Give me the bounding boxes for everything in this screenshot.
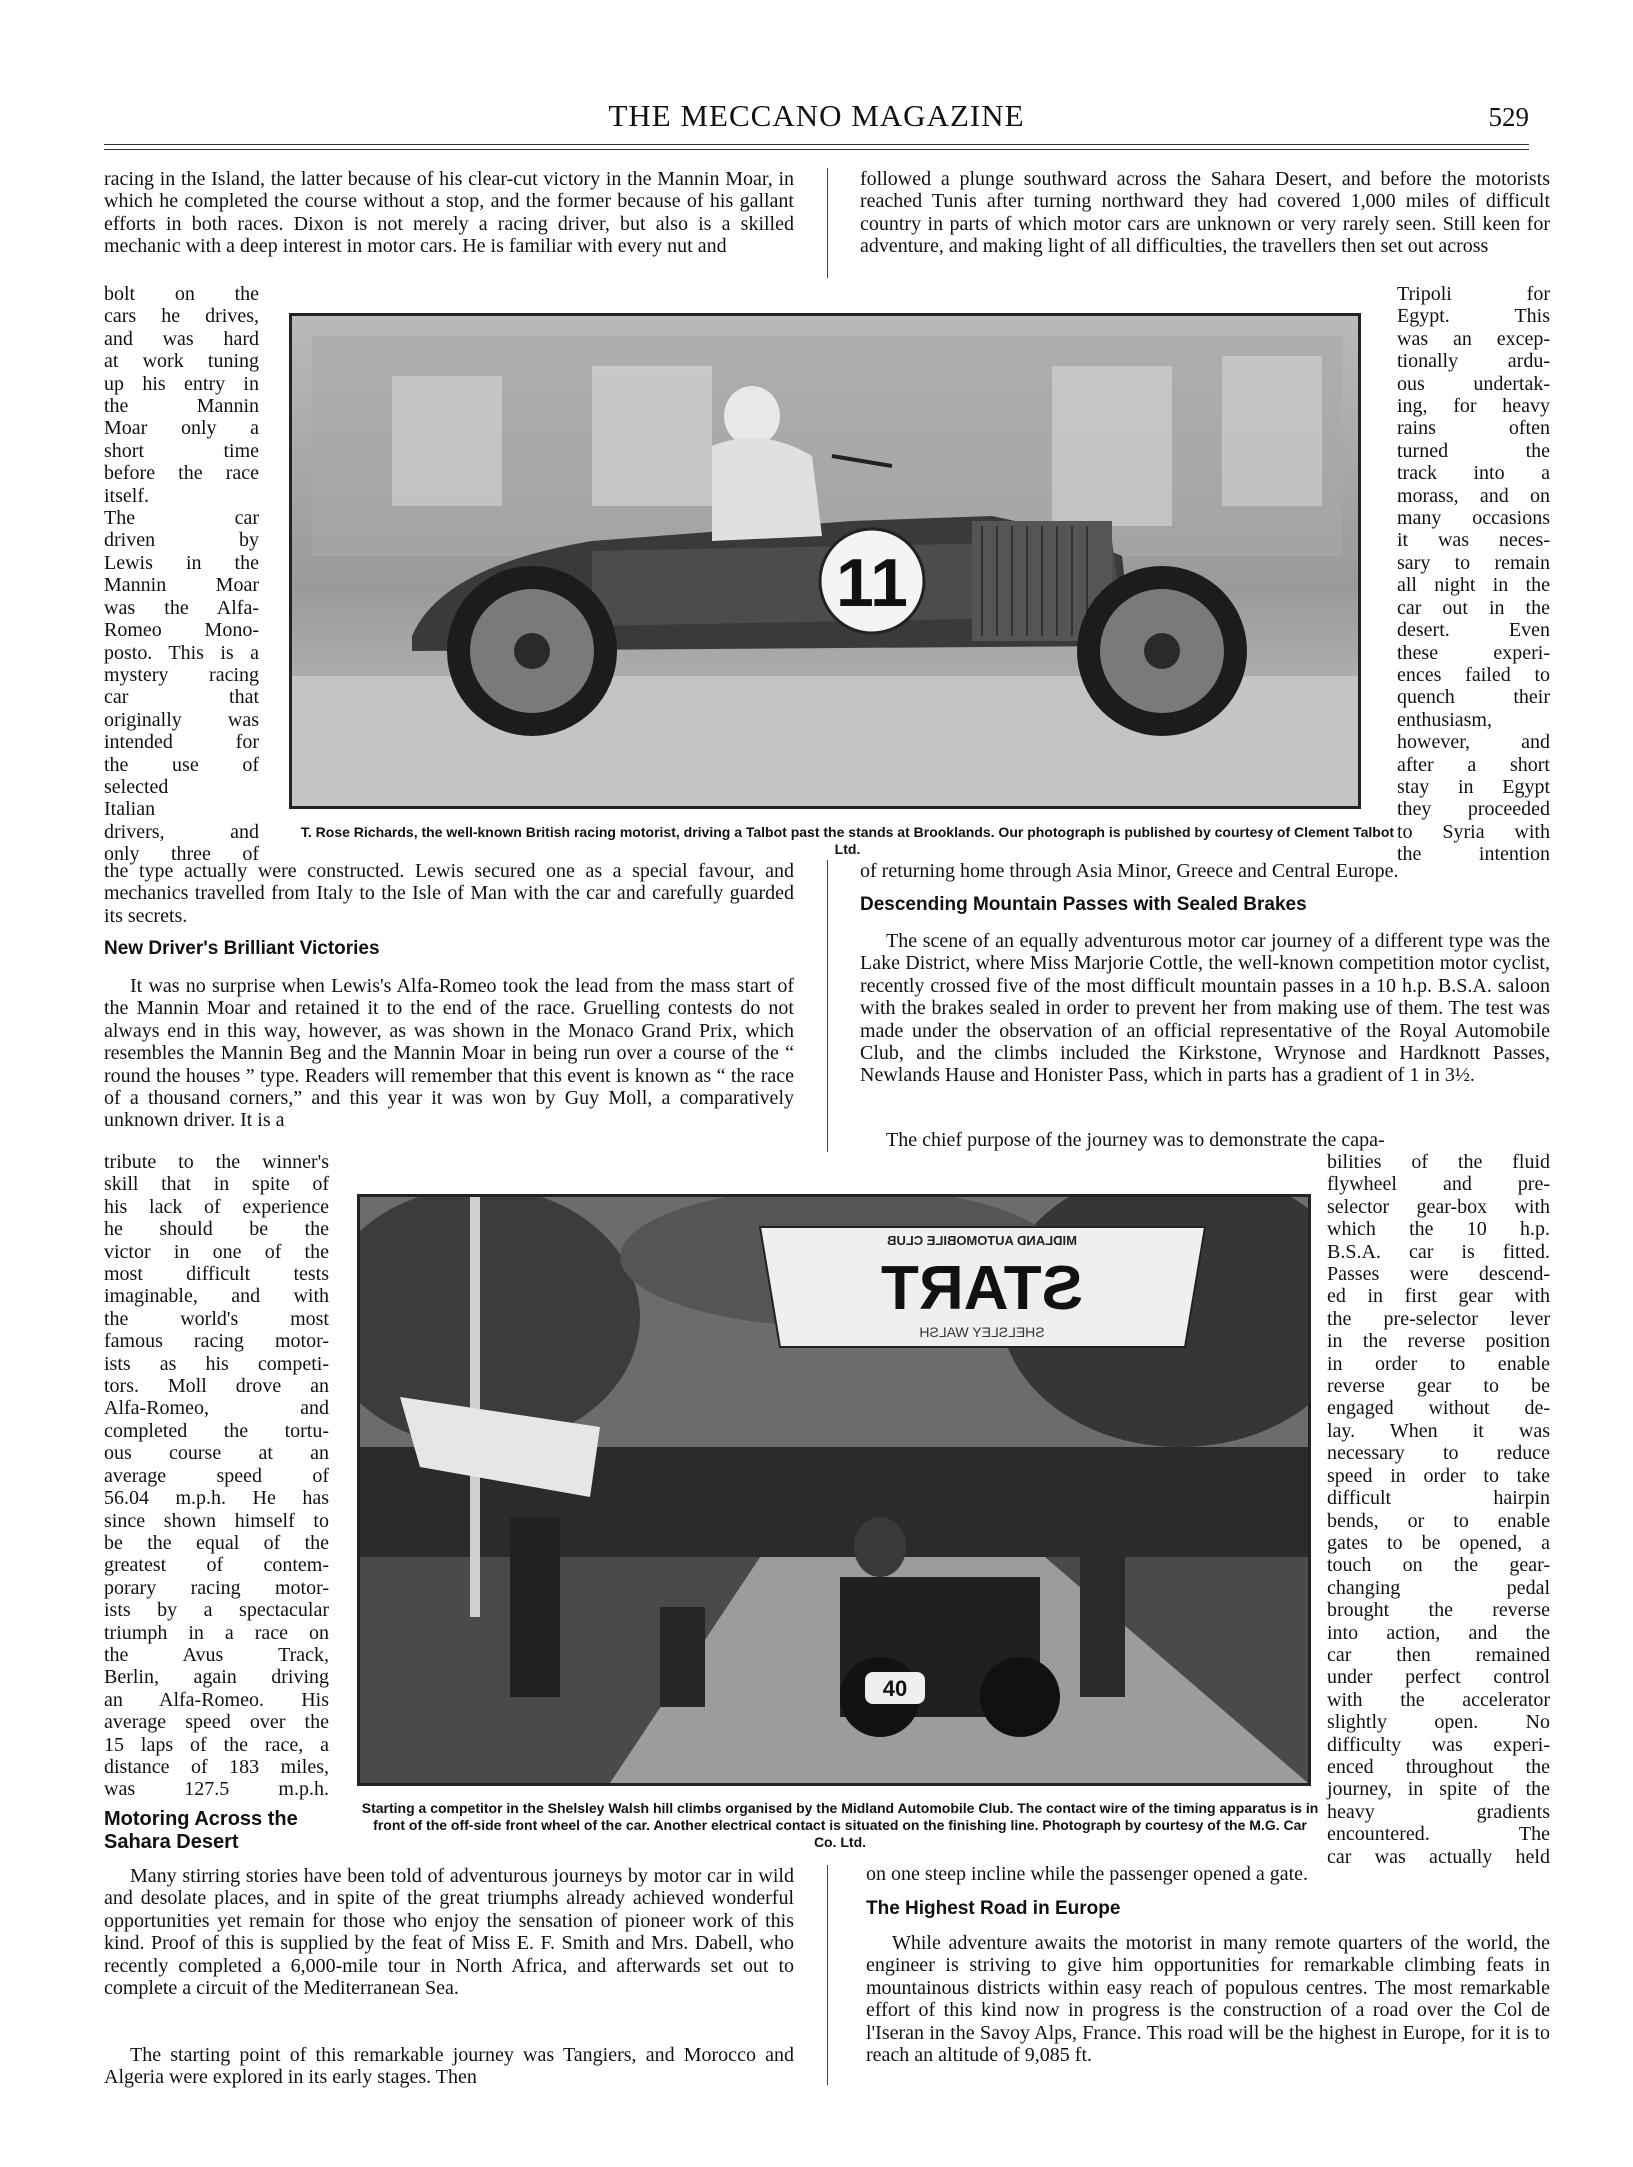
text-line: selector gear-box with	[1327, 1195, 1550, 1218]
photo1-caption: T. Rose Richards, the well-known British racing motorist, driving a Talbot past the stands at Brooklands. Our photograph is published by courtesy of Clement Talbot Ltd.	[300, 824, 1395, 857]
text-line: imaginable, and with	[104, 1285, 329, 1308]
text-line: many occasions	[1397, 507, 1550, 530]
column-divider	[827, 1865, 828, 2085]
text-line: the use of	[104, 753, 259, 776]
heading-mountain-passes: Descending Mountain Passes with Sealed Brakes	[860, 894, 1307, 915]
text-line: enthusiasm,	[1397, 708, 1492, 731]
text-line: these experi-	[1397, 641, 1550, 664]
text-line: only three of	[104, 843, 259, 866]
col2-wrap-text	[1397, 283, 1550, 866]
text-line: tribute to the winner's	[104, 1151, 329, 1173]
text-line: posto. This is a	[104, 641, 259, 664]
text-line: originally was	[104, 708, 259, 731]
col1-wrap-text	[104, 283, 259, 866]
text-line: skill that in spite of	[104, 1173, 329, 1196]
text-line: journey, in spite of the	[1327, 1778, 1550, 1801]
text-line: porary racing motor-	[104, 1576, 329, 1599]
shelsley-walsh-photo	[357, 1194, 1311, 1786]
header-rule	[104, 144, 1529, 145]
text-line: itself.	[104, 484, 149, 507]
text-line: touch on the gear-	[1327, 1554, 1550, 1577]
text-line: the Avus Track,	[104, 1643, 329, 1666]
sahara-paragraph: Many stirring stories have been told of adventurous journeys by motor car in wild and desolate places, and in spite of the great triumphs already achieved wonderful opportunities yet remain for those who enjoy the sensation of pioneer work of this kind. Proof of this is supplied by the feat of Miss E. F. Smith and Mrs. Dabell, who recently completed a 6,000-mile tour in North Africa, and afterwards set out to complete a circuit of the Mediterranean Sea.	[104, 1865, 794, 2000]
text-line: distance of 183 miles,	[104, 1755, 329, 1778]
text-line: heavy gradients	[1327, 1800, 1550, 1823]
text-line: car then remained	[1327, 1643, 1550, 1666]
text-line: track into a	[1397, 462, 1550, 485]
text-line: car was actually held	[1327, 1845, 1550, 1868]
text-line: victor in one of the	[104, 1240, 329, 1263]
road-paragraph: While adventure awaits the motorist in many remote quarters of the world, the engineer is striving to give him opportunities for remarkable climbing feats in mountainous districts within easy reach of populous centres. The most remarkable effort of this kind now in progress is the construction of a road over the Col de l'Iseran in the Savoy Alps, France. This road will be the highest in Europe, for it is to reach an altitude of 9,085 ft.	[866, 1932, 1550, 2067]
text-line: necessary to reduce	[1327, 1442, 1550, 1465]
passes-paragraph: The scene of an equally adventurous motor car journey of a different type was the Lake District, where Miss Marjorie Cottle, the well-known competition motor cyclist, recently crossed five of the most difficult mountain passes in a 10 h.p. B.S.A. saloon with the brakes sealed in order to prevent her from making use of them. The test was made under the observation of an official representative of the Royal Automobile Club, and the climbs included the Kirkstone, Wrynose and Hardknott Passes, Newlands Hause and Honister Pass, which in parts has a gradient of 1 in 3½.	[860, 930, 1550, 1087]
text-line: an Alfa-Romeo. His	[104, 1688, 329, 1711]
text-line: his lack of experience	[104, 1195, 329, 1218]
text-line: average speed of	[104, 1464, 329, 1487]
text-line: short time	[104, 439, 259, 462]
text-line: engaged without de-	[1327, 1397, 1550, 1420]
text-line: quench their	[1397, 686, 1550, 709]
col1-continuation: the type actually were constructed. Lewis secured one as a special favour, and mechanics travelled from Italy to the Isle of Man with the car and carefully guarded its secrets.	[104, 860, 794, 927]
text-line: stay in Egypt	[1397, 775, 1550, 798]
text-line: ists as his competi-	[104, 1352, 329, 1375]
text-line: bilities of the fluid	[1327, 1151, 1550, 1173]
text-line: cars he drives,	[104, 305, 259, 328]
text-line: was 127.5 m.p.h.	[104, 1778, 329, 1801]
text-line: Romeo Mono-	[104, 619, 259, 642]
text-line: ous course at an	[104, 1442, 329, 1465]
text-line: was an excep-	[1397, 327, 1550, 350]
text-line: bends, or to enable	[1327, 1509, 1550, 1532]
text-line: the pre-selector lever	[1327, 1307, 1550, 1330]
text-line: difficult hairpin	[1327, 1487, 1550, 1510]
text-line: Berlin, again driving	[104, 1666, 329, 1689]
text-line: Tripoli for	[1397, 283, 1550, 305]
passes-paragraph-2: The chief purpose of the journey was to demonstrate the capa-	[886, 1129, 1385, 1151]
text-line: ences failed to	[1397, 663, 1550, 686]
text-line: they proceeded	[1397, 798, 1550, 821]
text-line: up his entry in	[104, 372, 259, 395]
text-line: since shown himself to	[104, 1509, 329, 1532]
text-line: encountered. The	[1327, 1823, 1550, 1846]
text-line: speed in order to take	[1327, 1464, 1550, 1487]
heading-new-driver: New Driver's Brilliant Victories	[104, 938, 380, 959]
text-line: all night in the	[1397, 574, 1550, 597]
text-line: B.S.A. car is fitted.	[1327, 1240, 1550, 1263]
text-line: in the reverse position	[1327, 1330, 1550, 1353]
text-line: however, and	[1397, 731, 1550, 754]
text-line: flywheel and pre-	[1327, 1173, 1550, 1196]
text-line: turned the	[1397, 439, 1550, 462]
photo2-caption: Starting a competitor in the Shelsley Walsh hill climbs organised by the Midland Automobile Club. The contact wire of the timing apparatus is in front of the off-side front wheel of the car. Another electrical contact is situated on the finishing line. Photograph by courtesy of the M.G. Car Co. Ltd.	[361, 1800, 1319, 1850]
text-line: greatest of contem-	[104, 1554, 329, 1577]
text-line: 56.04 m.p.h. He has	[104, 1487, 329, 1510]
text-line: Mannin Moar	[104, 574, 259, 597]
text-line: enced throughout the	[1327, 1755, 1550, 1778]
text-line: under perfect control	[1327, 1666, 1550, 1689]
text-line: difficulty was experi-	[1327, 1733, 1550, 1756]
text-line: ists by a spectacular	[104, 1599, 329, 1622]
text-line: and was hard	[104, 327, 259, 350]
text-line: be the equal of the	[104, 1531, 329, 1554]
sahara-paragraph-2: The starting point of this remarkable journey was Tangiers, and Morocco and Algeria were explored in its early stages. Then	[104, 2044, 794, 2089]
text-line: Italian	[104, 798, 156, 821]
text-line: 15 laps of the race, a	[104, 1733, 329, 1756]
banner-start-text: START	[880, 1254, 1084, 1323]
text-line: to Syria with	[1397, 820, 1550, 843]
heading-sahara: Motoring Across the Sahara Desert	[104, 1808, 298, 1853]
banner-bottom-text: SHELSLEY WALSH	[919, 1324, 1045, 1340]
text-line: the intention	[1397, 843, 1550, 866]
text-line: with the accelerator	[1327, 1688, 1550, 1711]
text-line: car that	[104, 686, 259, 709]
text-line: ed in first gear with	[1327, 1285, 1550, 1308]
text-line: Moar only a	[104, 417, 259, 440]
text-line: drivers, and	[104, 820, 259, 843]
text-line: reverse gear to be	[1327, 1375, 1550, 1398]
text-line: famous racing motor-	[104, 1330, 329, 1353]
text-line: intended for	[104, 731, 259, 754]
col1-wrap-text-2	[104, 1151, 329, 1801]
text-line: ous undertak-	[1397, 372, 1550, 395]
text-line: Passes were descend-	[1327, 1263, 1550, 1286]
text-line: rains often	[1397, 417, 1550, 440]
text-line: Alfa-Romeo, and	[104, 1397, 329, 1420]
column-divider	[827, 860, 828, 1152]
text-line: tors. Moll drove an	[104, 1375, 329, 1398]
text-line: most difficult tests	[104, 1263, 329, 1286]
text-line: The car	[104, 507, 259, 530]
text-line: average speed over the	[104, 1711, 329, 1734]
text-line: before the race	[104, 462, 259, 485]
text-line: the Mannin	[104, 395, 259, 418]
talbot-racing-photo	[289, 313, 1361, 809]
text-line: after a short	[1397, 753, 1550, 776]
text-line: triumph in a race on	[104, 1621, 329, 1644]
column-divider	[827, 168, 828, 278]
col1-opening-paragraph: racing in the Island, the latter because of his clear-cut victory in the Mannin Moar, in which he completed the course without a stop, and the former because of his gallant efforts in both races. Dixon is not merely a racing driver, but also is a skilled mechanic with a deep interest in motor cars. He is familiar with every nut and	[104, 168, 794, 258]
text-line: the world's most	[104, 1307, 329, 1330]
text-line: ing, for heavy	[1397, 395, 1550, 418]
col2-gate-line: on one steep incline while the passenger opened a gate.	[866, 1863, 1309, 1885]
heading-highest-road: The Highest Road in Europe	[866, 1898, 1121, 1919]
text-line: Lewis in the	[104, 551, 259, 574]
victories-paragraph: It was no surprise when Lewis's Alfa-Romeo took the lead from the mass start of the Mannin Moar and retained it to the end of the race. Gruelling contests do not always end in this way, however, as was shown in the Monaco Grand Prix, which resembles the Mannin Beg and the Mannin Moar in being run over a course of the “ round the houses ” type. Readers will remember that this event is known as “ the race of a thousand corners,” and this year it was won by Guy Moll, a comparatively unknown driver. It is a	[104, 975, 794, 1132]
text-line: was the Alfa-	[104, 596, 259, 619]
talbot-car-illustration	[292, 316, 1358, 806]
text-line: bolt on the	[104, 283, 259, 305]
text-line: it was neces-	[1397, 529, 1550, 552]
text-line: he should be the	[104, 1218, 329, 1241]
text-line: sary to remain	[1397, 551, 1550, 574]
text-line: selected	[104, 775, 169, 798]
text-line: Egypt. This	[1397, 305, 1550, 328]
col2-opening-paragraph: followed a plunge southward across the Sahara Desert, and before the motorists reached Tunis after turning northward they had covered 1,000 miles of difficult country in parts of which motor cars are unknown or very rarely seen. Still keen for adventure, and making light of all difficulties, the travellers then set out across	[860, 168, 1550, 258]
col2-continuation: of returning home through Asia Minor, Greece and Central Europe.	[860, 860, 1399, 882]
text-line: driven by	[104, 529, 259, 552]
text-line: morass, and on	[1397, 484, 1550, 507]
text-line: car out in the	[1397, 596, 1550, 619]
col2-wrap-text-2	[1327, 1151, 1550, 1868]
text-line: desert. Even	[1397, 619, 1550, 642]
page-number: 529	[1488, 102, 1529, 132]
text-line: lay. When it was	[1327, 1419, 1550, 1442]
car-number-40: 40	[882, 1676, 908, 1701]
text-line: mystery racing	[104, 663, 259, 686]
car-number-label: 11	[836, 545, 908, 621]
text-line: brought the reverse	[1327, 1599, 1550, 1622]
header-rule-double	[104, 149, 1529, 150]
magazine-title: THE MECCANO MAGAZINE	[608, 98, 1025, 133]
text-line: completed the tortu-	[104, 1419, 329, 1442]
text-line: which the 10 h.p.	[1327, 1218, 1550, 1241]
text-line: at work tuning	[104, 350, 259, 373]
text-line: into action, and the	[1327, 1621, 1550, 1644]
text-line: slightly open. No	[1327, 1711, 1550, 1734]
text-line: tionally ardu-	[1397, 350, 1550, 373]
text-line: gates to be opened, a	[1327, 1531, 1550, 1554]
text-line: in order to enable	[1327, 1352, 1550, 1375]
text-line: changing pedal	[1327, 1576, 1550, 1599]
banner-top-text: MIDLAND AUTOMOBILE CLUB	[887, 1233, 1077, 1248]
start-line-illustration	[360, 1197, 1308, 1783]
